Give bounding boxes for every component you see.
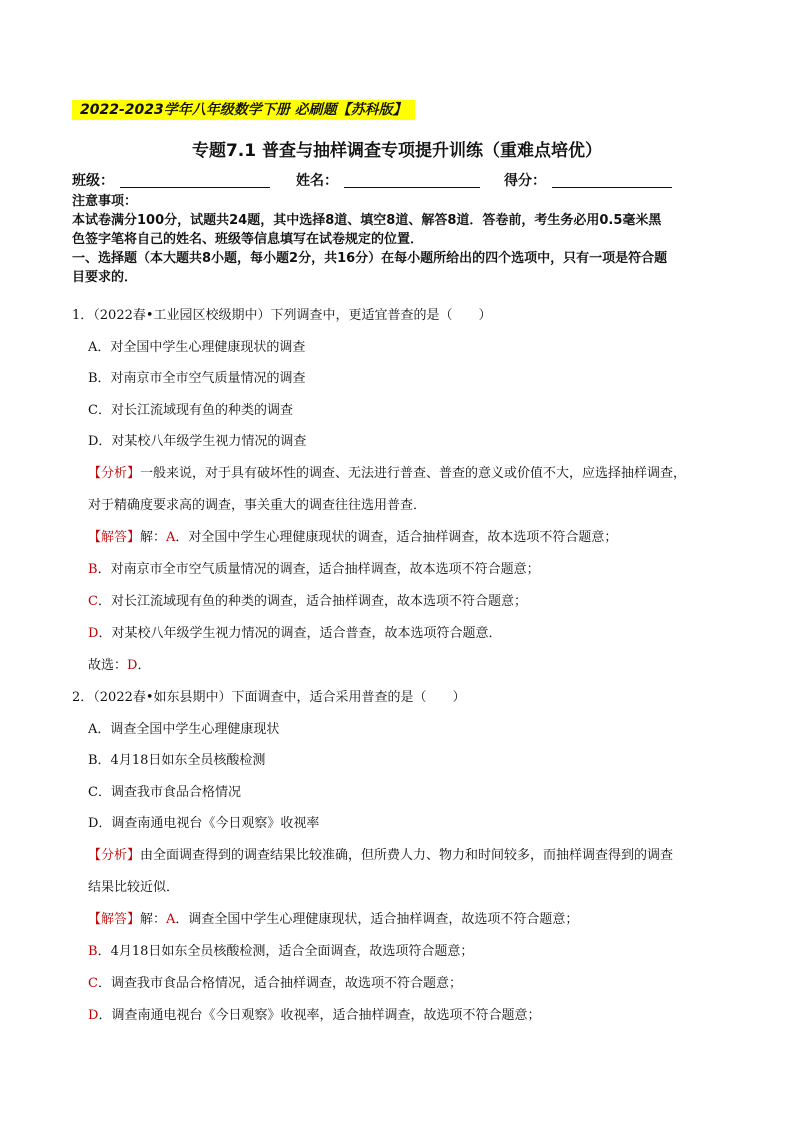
class-blank[interactable] — [120, 186, 270, 188]
option-b: B．4月18日如东全员核酸检测 — [88, 753, 266, 768]
answer-label: 【解答】 — [88, 912, 141, 927]
header-banner: 2022-2023学年八年级数学下册 必刷题【苏科版】 — [72, 100, 415, 120]
answer-text: ．对某校八年级学生视力情况的调查，适合普查，故本选项符合题意． — [98, 626, 502, 641]
student-info-row — [72, 170, 722, 192]
analysis-text: 由全面调查得到的调查结果比较准确，但所费人力、物力和时间较多，而抽样调查得到的调查 — [140, 848, 674, 863]
choice-text: 故选： — [88, 658, 128, 673]
answer-line — [88, 1004, 540, 1023]
choice-end: ． — [137, 658, 151, 673]
analysis-text: 一般来说，对于具有破坏性的调查、无法进行普查、普查的意义或价值不大，应选择抽样调查， — [140, 466, 687, 481]
notice-line: 一、选择题（本大题共8小题，每小题2分，共16分）在每小题所给出的四个选项中，只有一项是符合题 — [72, 251, 668, 266]
answer-text: ．对南京市全市空气质量情况的调查，适合抽样调查，故本选项不符合题意； — [97, 562, 540, 577]
answer-line — [88, 940, 473, 959]
notice-heading: 注意事项： — [72, 194, 138, 209]
final-choice — [88, 654, 150, 673]
notice-line: 本试卷满分100分，试题共24题，其中选择8道、填空8道、解答8道．答卷前，考生务必用0.5毫米黑 — [72, 213, 662, 228]
answer-text: ．对全国中学生心理健康现状的调查，适合抽样调查，故本选项不符合题意； — [175, 530, 618, 545]
option-d: D．调查南通电视台《今日观察》收视率 — [88, 816, 320, 831]
analysis-line: 结果比较近似． — [88, 880, 180, 895]
answer-text: ．对长江流域现有鱼的种类的调查，适合抽样调查，故本选项不符合题意； — [97, 594, 527, 609]
answer-line — [88, 972, 462, 991]
answer-label: 【解答】 — [88, 530, 141, 545]
analysis-line — [88, 462, 686, 481]
answer-line — [88, 590, 527, 609]
option-d: D．对某校八年级学生视力情况的调查 — [88, 434, 307, 449]
answer-letter: B — [88, 562, 98, 577]
answer-line — [88, 526, 617, 545]
question-stem: 1．（2022春•工业园区校级期中）下列调查中，更适宜普查的是（ ） — [72, 308, 492, 323]
answer-letter: A — [166, 530, 176, 545]
analysis-label: 【分析】 — [88, 466, 141, 481]
answer-line — [88, 558, 540, 577]
notice-section — [72, 192, 732, 287]
answer-text: ．调查南通电视台《今日观察》收视率，适合抽样调查，故选项不符合题意； — [98, 1008, 541, 1023]
analysis-line — [88, 844, 673, 863]
option-a: A．对全国中学生心理健康现状的调查 — [88, 340, 306, 355]
answer-letter: A — [166, 912, 176, 927]
answer-text: ．4月18日如东全员核酸检测，适合全面调查，故选项符合题意； — [97, 944, 474, 959]
answer-letter: C — [88, 976, 98, 991]
answer-line — [88, 908, 578, 927]
notice-line: 目要求的． — [72, 270, 138, 285]
question-stem: 2．（2022春•如东县期中）下面调查中，适合采用普查的是（ ） — [72, 690, 466, 705]
option-b: B．对南京市全市空气质量情况的调查 — [88, 371, 306, 386]
analysis-label: 【分析】 — [88, 848, 141, 863]
option-a: A．调查全国中学生心理健康现状 — [88, 722, 280, 737]
answer-letter: C — [88, 594, 98, 609]
answer-letter: D — [88, 626, 99, 641]
answer-letter: D — [88, 1008, 99, 1023]
name-blank[interactable] — [344, 186, 480, 188]
class-label: 班级： — [72, 173, 114, 189]
option-c: C．对长江流域现有鱼的种类的调查 — [88, 403, 293, 418]
answer-prefix: 解： — [140, 530, 167, 545]
answer-line — [88, 622, 501, 641]
analysis-line: 对于精确度要求高的调查，事关重大的调查往往选用普查． — [88, 498, 427, 513]
score-blank[interactable] — [552, 186, 672, 188]
name-label: 姓名： — [296, 173, 338, 189]
choice-letter: D — [127, 658, 138, 673]
option-c: C．调查我市食品合格情况 — [88, 785, 241, 800]
answer-text: ．调查我市食品合格情况，适合抽样调查，故选项不符合题意； — [97, 976, 462, 991]
answer-letter: B — [88, 944, 98, 959]
page-title: 专题7.1 普查与抽样调查专项提升训练（重难点培优） — [191, 141, 603, 161]
answer-prefix: 解： — [140, 912, 167, 927]
answer-text: ．调查全国中学生心理健康现状，适合抽样调查，故选项不符合题意； — [175, 912, 579, 927]
notice-line: 色签字笔将自己的姓名、班级等信息填写在试卷规定的位置． — [72, 232, 424, 247]
score-label: 得分： — [504, 173, 546, 189]
